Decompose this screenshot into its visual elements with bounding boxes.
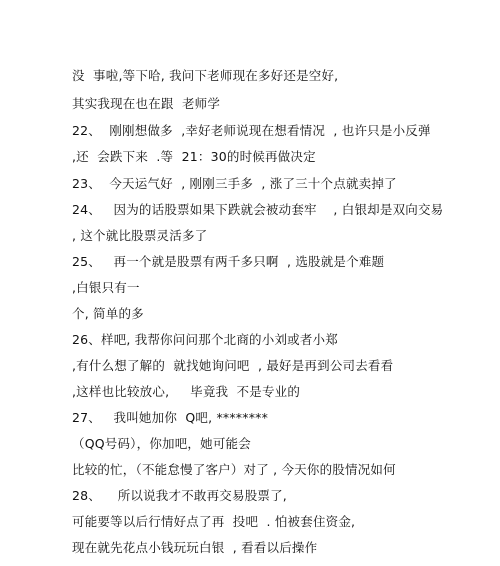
text-line: 23、 今天运气好 , 刚刚三手多 , 涨了三十个点就卖掉了 <box>72 176 397 191</box>
text-line: 25、 再一个就是股票有两千多只啊 , 选股就是个难题 <box>72 254 385 269</box>
text-line: 个, 简单的多 <box>72 306 144 321</box>
text-line: ,这样也比较放心, 毕竟我 不是专业的 <box>72 384 301 399</box>
text-line: ,白银只有一 <box>72 280 140 295</box>
text-line: 可能要等以后行情好点了再 投吧 . 怕被套住资金, <box>72 514 356 529</box>
text-line: 22、 刚刚想做多 ,幸好老师说现在想看情况 , 也许只是小反弹 <box>72 123 431 138</box>
text-line: 其实我现在也在跟 老师学 <box>72 96 221 111</box>
text-line: 没 事啦,等下哈, 我问下老师现在多好还是空好, <box>72 68 339 83</box>
text-line: 比较的忙，（不能怠慢了客户）对了 , 今天你的股情况如何 <box>72 462 396 477</box>
text-line: 27、 我叫她加你 Q吧, ******** <box>72 410 269 425</box>
text-line: 现在就先花点小钱玩玩白银 , 看看以后操作 <box>72 540 318 555</box>
text-line: ,还 会跌下来 .等 21：30的时候再做决定 <box>72 149 316 164</box>
text-line: 28、 所以说我才不敢再交易股票了, <box>72 488 287 503</box>
text-line: ,有什么想了解的 就找她询问吧 , 最好是再到公司去看看 <box>72 358 394 373</box>
text-line: , 这个就比股票灵活多了 <box>72 228 208 243</box>
text-line: （QQ号码），你加吧，她可能会 <box>72 436 251 451</box>
text-line: 24、 因为的话股票如果下跌就会被动套牢 , 白银却是双向交易 <box>72 202 444 217</box>
text-line: 26、样吧, 我帮你问问那个北商的小刘或者小郑 <box>72 332 338 347</box>
